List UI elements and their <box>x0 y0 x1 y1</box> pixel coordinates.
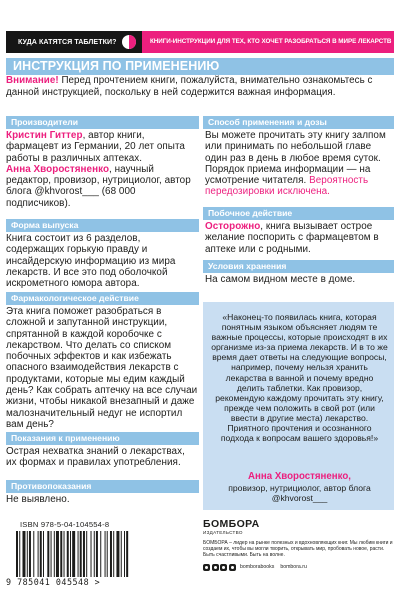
barcode-bars <box>16 531 166 577</box>
section-contra-text: Не выявлено. <box>6 494 70 505</box>
editor-bio: , научный редактор, провизор, нутрициолог, автор блога @khvorost___ (68 000 подписчиков). <box>6 163 191 209</box>
review-quote-box <box>203 302 394 510</box>
publisher-social <box>203 563 307 571</box>
section-producers-title: Производители <box>6 116 199 129</box>
barcode <box>6 520 176 590</box>
section-form-title: Форма выпуска <box>6 219 199 232</box>
section-storage-text: На самом видном месте в доме. <box>205 274 356 285</box>
isbn-number: ISBN 978-5-04-104554-8 <box>20 520 110 529</box>
publisher-subtitle: ИЗДАТЕЛЬСТВО <box>203 530 243 535</box>
section-pharma-text: Эта книга поможет разобраться в сложной и запутанной инструкции, спрятанной в каждой коробочке с лекарством. Что делать со списком побочных эффектов и как избежать опасного взаимодействия лекарств с продуктами, которые мы едим каждый день? Как собрать аптечку на все случаи жизни, чтобы никакой внезапный и даже малозначительный недуг не испортил вам день? <box>6 306 198 430</box>
series-title: КУДА КАТЯТСЯ ТАБЛЕТКИ? <box>6 31 148 53</box>
section-form-text: Книга состоит из 6 разделов, содержащих горькую правду и инсайдерскую информацию из мира лекарств. И все это под оболочкой искрометного юмора автора. <box>6 233 176 290</box>
dosage-text: Вы можете прочитать эту книгу залпом или принимать по небольшой главе один раз в день в любое время суток. Порядок приема информации — на усмотрение читателя. <box>205 130 386 187</box>
side-body: , книга вызывает острое желание поспорить с фармацевтом в аптеке или с родными. <box>205 221 379 255</box>
publisher-description: БОМБОРА – лидер на рынке полезных и вдохновляющих книг. Мы любим книги и создаем их, чтобы вы могли творить, открывать мир, пробовать новое, расти. Быть счастливыми. Быть на волне. <box>203 540 393 558</box>
section-dosage-title: Способ применения и дозы <box>203 116 394 129</box>
dosage-note: Вероятность передозировки исключена. <box>205 175 369 198</box>
section-contra-title: Противопоказания <box>6 480 199 493</box>
instagram-icon <box>203 564 210 571</box>
publisher-site: bombora.ru <box>280 564 307 570</box>
section-storage-title: Условия хранения <box>203 260 394 273</box>
section-side-text <box>205 221 394 255</box>
intro-warning: Внимание! <box>6 75 59 86</box>
review-quote: «Наконец-то появилась книга, которая понятным языком объясняет людям те важные процессы, которые происходят в их организме из-за приема лекарств. И в то же время дает ответы на следующие вопросы, например, почему нельзя хранить лекарства в ванной и почему вредно делить таблетки. Как провизор, рекомендую каждому прочитать эту книгу, прежде чем положить в свой рот (или ввести в другие места) лекарство. Приятного прочтения и осознанного подхода к вопросам вашего здоровья!» <box>211 312 388 444</box>
youtube-icon <box>229 564 236 571</box>
section-side-title: Побочное действие <box>203 207 394 220</box>
vk-icon <box>212 564 219 571</box>
telegram-icon <box>220 564 227 571</box>
series-tagline: КНИГИ-ИНСТРУКЦИИ ДЛЯ ТЕХ, КТО ХОЧЕТ РАЗОБРАТЬСЯ В МИРЕ ЛЕКАРСТВ <box>142 31 394 53</box>
editor-name: Анна Хворостяненко <box>6 163 110 175</box>
social-handle: bomborabooks <box>240 564 275 570</box>
page-title: ИНСТРУКЦИЯ ПО ПРИМЕНЕНИЮ <box>6 58 394 75</box>
publisher-logo: БОМБОРА <box>203 518 260 530</box>
pill-icon <box>120 33 138 51</box>
section-pharma-title: Фармакологическое действие <box>6 292 199 305</box>
author-bio: , автор книги, фармацевт из Германии, 20 лет опыта работы в различных аптеках. <box>6 130 185 164</box>
section-indications-text: Острая нехватка знаний о лекарствах, их формах и правилах употребления. <box>6 446 185 469</box>
review-author-role: провизор, нутрициолог, автор блога @khvorost___ <box>228 483 371 504</box>
barcode-digits: 9 785041 045548 > <box>6 577 101 587</box>
section-producers-text <box>6 130 198 209</box>
author-name: Кристин Гиттер <box>6 130 83 141</box>
side-warning: Осторожно <box>205 221 261 232</box>
review-author: Анна Хворостяненко, <box>248 471 351 482</box>
section-indications-title: Показания к применению <box>6 432 199 445</box>
intro-text: Перед прочтением книги, пожалуйста, внимательно ознакомьтесь с данной инструкцией, поскольку в ней содержится важная информация. <box>6 75 373 98</box>
section-dosage-text <box>205 130 394 198</box>
intro-paragraph <box>6 75 390 98</box>
series-banner <box>6 31 394 53</box>
